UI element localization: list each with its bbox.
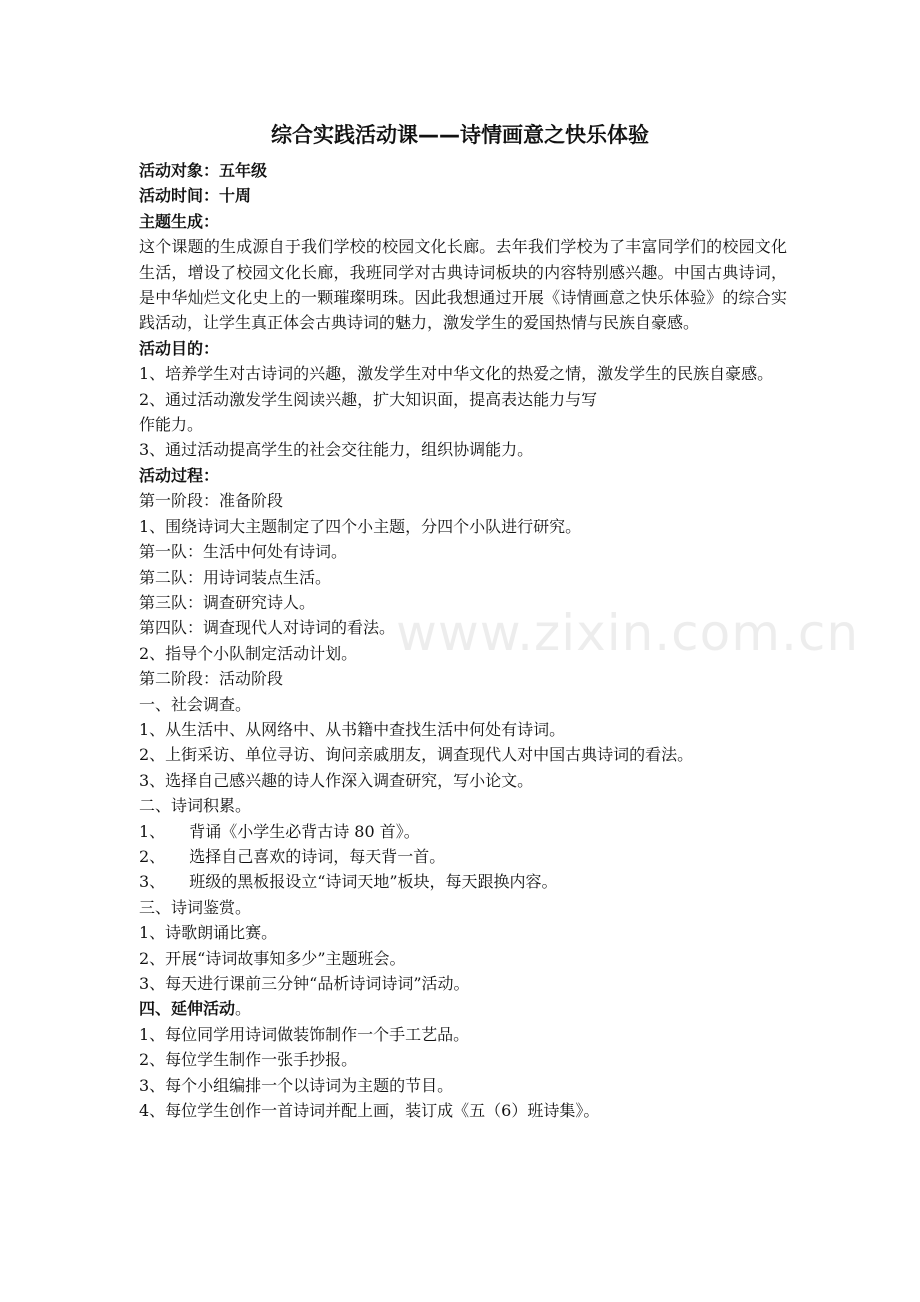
section-2-title: 二、诗词积累。 bbox=[139, 796, 252, 816]
goal-heading: 活动目的： bbox=[139, 338, 220, 358]
section-4-title-bold: 四、延伸活动 bbox=[139, 999, 236, 1019]
section-3-item-2: 2、开展“诗词故事知多少”主题班会。 bbox=[139, 948, 406, 968]
team-1: 第一队：生活中何处有诗词。 bbox=[139, 542, 348, 562]
section-4-title bbox=[139, 996, 787, 1021]
section-3-title: 三、诗词鉴赏。 bbox=[139, 897, 252, 917]
section-1-item-2: 2、上街采访、单位寻访、询问亲戚朋友，调查现代人对中国古典诗词的看法。 bbox=[139, 745, 694, 765]
team-3: 第三队：调查研究诗人。 bbox=[139, 592, 316, 612]
section-3-item-1: 1、诗歌朗诵比赛。 bbox=[139, 923, 278, 943]
page-title: 综合实践活动课——诗情画意之快乐体验 bbox=[271, 123, 649, 147]
item-text: 选择自己喜欢的诗词，每天背一首。 bbox=[189, 846, 446, 866]
section-1-title: 一、社会调查。 bbox=[139, 694, 252, 714]
section-4-item-4: 4、每位学生创作一首诗词并配上画，装订成《五（6）班诗集》。 bbox=[139, 1101, 600, 1121]
section-2-item-2 bbox=[139, 844, 787, 869]
team-4: 第四队：调查现代人对诗词的看法。 bbox=[139, 618, 396, 638]
goal-item-2-continued: 作能力。 bbox=[139, 415, 204, 435]
stage-1-item-2: 2、指导个小队制定活动计划。 bbox=[139, 643, 358, 663]
watermark: www.zixin.com.cn bbox=[396, 604, 860, 662]
item-number: 1、 bbox=[139, 821, 166, 841]
activity-target: 活动对象：五年级 bbox=[139, 161, 268, 180]
item-number: 2、 bbox=[139, 846, 166, 866]
goal-item-2: 2、通过活动激发学生阅读兴趣，扩大知识面，提高表达能力与写 bbox=[139, 389, 598, 409]
section-4-title-tail: 。 bbox=[235, 999, 252, 1019]
section-1-item-3: 3、选择自己感兴趣的诗人作深入调查研究，写小论文。 bbox=[139, 770, 534, 790]
section-2-item-3 bbox=[139, 869, 787, 894]
section-1-item-1: 1、从生活中、从网络中、从书籍中查找生活中何处有诗词。 bbox=[139, 719, 566, 739]
stage-2-title: 第二阶段：活动阶段 bbox=[139, 669, 284, 689]
section-4-item-3: 3、每个小组编排一个以诗词为主题的节目。 bbox=[139, 1075, 454, 1095]
item-text: 班级的黑板报设立“诗词天地”板块，每天跟换内容。 bbox=[189, 872, 558, 892]
section-4-item-1: 1、每位同学用诗词做装饰制作一个手工艺品。 bbox=[139, 1024, 470, 1044]
goal-item-1: 1、培养学生对古诗词的兴趣，激发学生对中华文化的热爱之情，激发学生的民族自豪感。 bbox=[139, 364, 774, 384]
section-3-item-3: 3、每天进行课前三分钟“品析诗词诗词”活动。 bbox=[139, 974, 470, 993]
goal-item-3: 3、通过活动提高学生的社会交往能力，组织协调能力。 bbox=[139, 440, 534, 460]
theme-heading: 主题生成： bbox=[139, 211, 220, 231]
document-body bbox=[139, 158, 787, 1123]
stage-1-item-1: 1、围绕诗词大主题制定了四个小主题，分四个小队进行研究。 bbox=[139, 516, 582, 536]
process-heading: 活动过程： bbox=[139, 465, 220, 485]
section-2-item-1 bbox=[139, 819, 787, 844]
item-text: 背诵《小学生必背古诗 80 首》。 bbox=[189, 821, 420, 841]
section-4-item-2: 2、每位学生制作一张手抄报。 bbox=[139, 1050, 358, 1070]
stage-1-title: 第一阶段：准备阶段 bbox=[139, 491, 284, 511]
theme-paragraph: 这个课题的生成源自于我们学校的校园文化长廊。去年我们学校为了丰富同学们的校园文化生活，增设了校园文化长廊，我班同学对古典诗词板块的内容特别感兴趣。中国古典诗词，是中华灿烂文化史上的一颗璀璨明珠。因此我想通过开展《诗情画意之快乐体验》的综合实践活动，让学生真正体会古典诗词的魅力，激发学生的爱国热情与民族自豪感。 bbox=[139, 237, 787, 333]
team-2: 第二队：用诗词装点生活。 bbox=[139, 567, 332, 587]
item-number: 3、 bbox=[139, 872, 166, 892]
activity-time: 活动时间：十周 bbox=[139, 186, 252, 206]
